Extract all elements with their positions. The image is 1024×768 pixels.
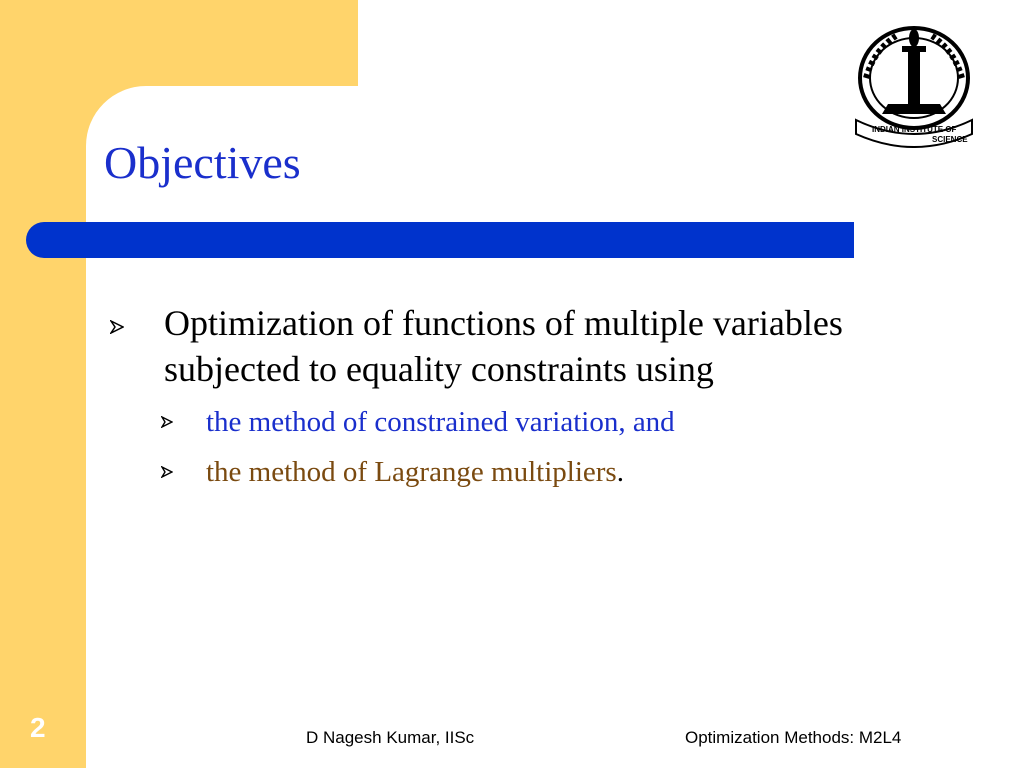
bullet-main-text: Optimization of functions of multiple variables subjected to equality constraints using xyxy=(164,303,843,389)
footer-author: D Nagesh Kumar, IISc xyxy=(306,728,475,747)
bullet-arrow-icon xyxy=(110,320,124,334)
sub-bullet-arrow-icon xyxy=(161,416,173,428)
svg-text:SCIENCE: SCIENCE xyxy=(932,135,968,144)
top-accent-band xyxy=(0,0,358,86)
svg-text:INDIAN INSTITUTE OF: INDIAN INSTITUTE OF xyxy=(872,125,957,134)
sub-bullet-lagrange-multipliers xyxy=(206,452,624,492)
sub-bullet-constrained-variation: the method of constrained variation, and xyxy=(206,406,675,438)
left-accent-band xyxy=(0,0,86,768)
title-underline-bar xyxy=(26,222,854,258)
slide-number: 2 xyxy=(30,712,46,743)
slide-title: Objectives xyxy=(104,137,301,188)
sub-bullet-arrow-icon xyxy=(161,466,173,478)
sub-bullet-period: . xyxy=(616,456,624,488)
sub-bullet-lagrange-text: the method of Lagrange multipliers xyxy=(206,456,617,488)
iisc-emblem-icon xyxy=(852,20,976,148)
footer-course: Optimization Methods: M2L4 xyxy=(685,728,902,747)
